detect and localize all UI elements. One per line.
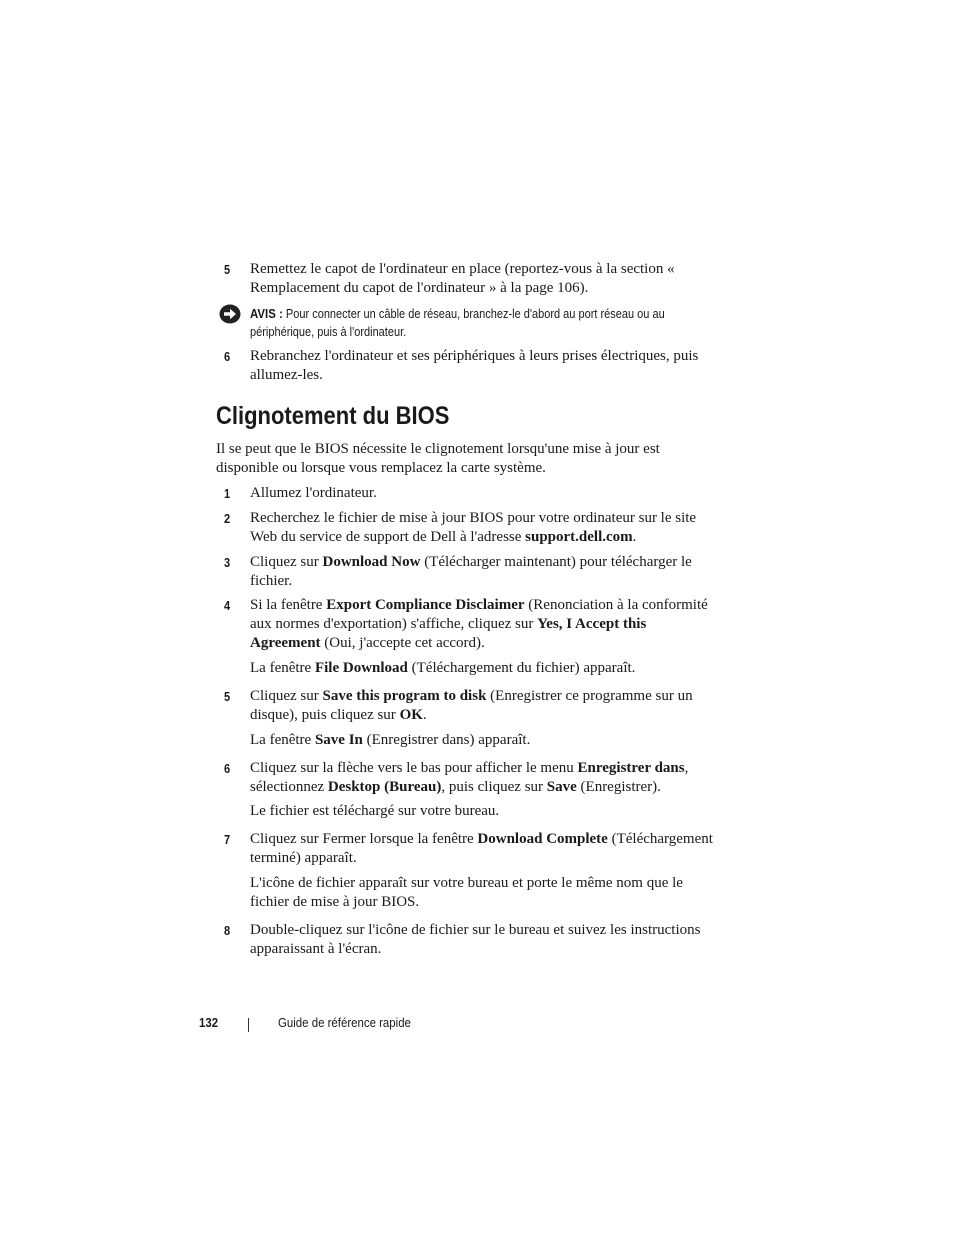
page-number: 132 xyxy=(199,1015,219,1030)
step-followup: L'icône de fichier apparaît sur votre bureau et porte le même nom que le fichier de mise à jour BIOS. xyxy=(250,875,683,910)
step-number: 4 xyxy=(224,598,231,613)
step-item xyxy=(224,553,716,591)
step-item xyxy=(224,596,716,653)
step-text: Cliquez sur Save this program to disk (Enregistrer ce programme sur un disque), puis cliquez sur OK. xyxy=(250,688,693,723)
step-text: Cliquez sur Fermer lorsque la fenêtre Download Complete (Téléchargement terminé) apparaît. xyxy=(250,831,713,866)
step-item xyxy=(224,921,716,959)
notice-arrow-icon xyxy=(219,304,241,324)
notice-text: Pour connecter un câble de réseau, branchez-le d'abord au port réseau ou au périphérique, puis à l'ordinateur. xyxy=(250,307,665,339)
footer-title: Guide de référence rapide xyxy=(278,1015,411,1030)
step-item xyxy=(224,830,716,868)
footer-divider xyxy=(248,1018,249,1032)
step-followup: La fenêtre File Download (Téléchargement du fichier) apparaît. xyxy=(250,660,636,676)
step-text: Recherchez le fichier de mise à jour BIOS pour votre ordinateur sur le site Web du service de support de Dell à l'adresse support.dell.com. xyxy=(250,510,697,545)
step-item xyxy=(224,484,716,503)
step-text: Rebranchez l'ordinateur et ses périphériques à leurs prises électriques, puis allumez-les. xyxy=(250,348,699,383)
step-item xyxy=(224,509,716,547)
step-text: Allumez l'ordinateur. xyxy=(250,485,377,501)
step-followup: La fenêtre Save In (Enregistrer dans) apparaît. xyxy=(250,732,531,748)
step-text: Cliquez sur la flèche vers le bas pour afficher le menu Enregistrer dans, sélectionnez Desktop (Bureau), puis cliquez sur Save (Enregistrer). xyxy=(250,760,689,795)
notice-label: AVIS : xyxy=(250,306,283,321)
step-number: 7 xyxy=(224,832,231,847)
step-item xyxy=(224,687,716,725)
step-number: 6 xyxy=(224,761,231,776)
step-text: Double-cliquez sur l'icône de fichier sur le bureau et suivez les instructions apparaissant à l'écran. xyxy=(250,922,701,957)
notice xyxy=(250,305,716,341)
step-number: 3 xyxy=(224,555,231,570)
step-number: 1 xyxy=(224,486,231,501)
step-number: 8 xyxy=(224,923,231,938)
step-number: 2 xyxy=(224,511,231,526)
step-number: 5 xyxy=(224,689,231,704)
step-text: Cliquez sur Download Now (Télécharger maintenant) pour télécharger le fichier. xyxy=(250,554,692,589)
step-number: 5 xyxy=(224,262,231,277)
step-item xyxy=(224,759,716,797)
step-text: Si la fenêtre Export Compliance Disclaimer (Renonciation à la conformité aux normes d'exportation) s'affiche, cliquez sur Yes, I Accept this Agreement (Oui, j'accepte cet accord). xyxy=(250,597,708,651)
page-footer xyxy=(0,1015,954,1035)
step-number: 6 xyxy=(224,349,231,364)
step-followup: Le fichier est téléchargé sur votre bureau. xyxy=(250,803,500,819)
section-title: Clignotement du BIOS xyxy=(216,402,450,430)
step-item xyxy=(224,260,716,298)
support-url: support.dell.com xyxy=(525,529,633,545)
step-text: Remettez le capot de l'ordinateur en place (reportez-vous à la section « Remplacement du capot de l'ordinateur » à la page 106). xyxy=(250,261,675,296)
section-intro: Il se peut que le BIOS nécessite le clignotement lorsqu'une mise à jour est disponible ou lorsque vous remplacez la carte système. xyxy=(216,441,660,476)
step-item xyxy=(224,347,716,385)
